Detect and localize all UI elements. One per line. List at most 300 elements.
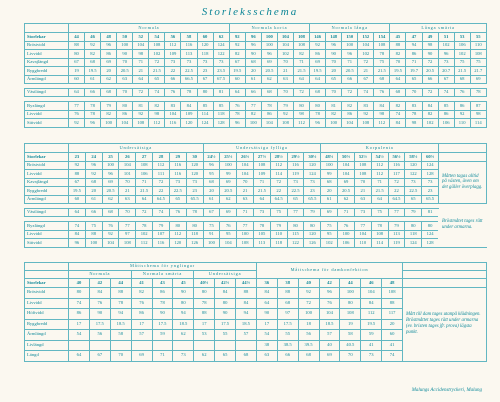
table-cell: 78 [253, 222, 270, 230]
size-cell: 50 [117, 33, 133, 42]
table-cell [110, 340, 131, 351]
table-cell: 86 [261, 110, 277, 118]
table-cell: 20.5 [117, 67, 133, 75]
group-header-youth: Måttschema för ynglingar [69, 263, 257, 271]
size-cell: 44 [69, 33, 85, 42]
table-cell: 73 [165, 58, 181, 66]
table-cell: 65 [406, 75, 422, 83]
size-cell: 44 [110, 279, 131, 288]
table-cell: 92 [133, 110, 149, 118]
table-cell: 64.5 [153, 195, 170, 203]
subgroup-header: Normala smärta [131, 271, 194, 279]
table-cell: 18.5 [319, 319, 340, 330]
table-cell: 120 [169, 239, 186, 247]
table-cell: 68 [310, 88, 326, 96]
table-cell: 22.5 [287, 187, 304, 195]
table-cell: 85 [197, 102, 213, 110]
table-cell: 112 [165, 42, 181, 50]
size-cell: 40 [69, 279, 90, 288]
table-cell: 120 [186, 170, 203, 178]
table-cell: 100 [117, 42, 133, 50]
table-cell: 71 [406, 58, 422, 66]
row-label: Bröstvidd [25, 162, 69, 170]
table-cell: 17.5 [215, 319, 236, 330]
table-cell: 57 [131, 330, 152, 341]
table-cell: 94 [406, 42, 422, 50]
table-cell: 71 [253, 178, 270, 186]
table-cell: 64 [253, 195, 270, 203]
table-cell: 102 [438, 42, 454, 50]
table-cell: 98 [470, 110, 486, 118]
table-cell: 112 [293, 119, 309, 127]
row-label: Ryggbredd [25, 187, 69, 195]
table-cell [236, 340, 257, 351]
group-header: Normala korta [229, 24, 309, 33]
table-cell: 60 [69, 195, 86, 203]
table-cell: 21.5 [136, 187, 153, 195]
table-cell: 80 [287, 222, 304, 230]
table-cell: 100 [261, 42, 277, 50]
table-cell: 72 [153, 178, 170, 186]
table-cell: 107 [153, 230, 170, 238]
table-cell: 108 [374, 42, 390, 50]
table-cell: 72 [133, 88, 149, 96]
table-cell: 62 [101, 75, 117, 83]
table-cell: 21.5 [371, 187, 388, 195]
table-cell: 66 [85, 88, 101, 96]
row-label: Västlängd [25, 208, 69, 216]
table-cell: 77 [287, 208, 304, 216]
table-cell: 117 [388, 170, 405, 178]
table-cell: 70 [119, 178, 136, 186]
table-cell: 86 [152, 288, 173, 299]
table-cell: 18.5 [236, 319, 257, 330]
table-cell: 60 [382, 330, 403, 341]
table-cell: 68 [245, 58, 261, 66]
table-cell: 74 [149, 88, 165, 96]
table-cell: 17 [131, 319, 152, 330]
table-cell: 70 [110, 351, 131, 362]
table-cell: 74 [390, 110, 406, 118]
size-row [25, 279, 487, 288]
table-cell: 112 [270, 162, 287, 170]
table-cell: 98 [133, 50, 149, 58]
table-cell: 84 [256, 288, 277, 299]
table-cell: 90 [215, 309, 236, 320]
table-cell: 80 [310, 102, 326, 110]
table-cell: 98 [406, 119, 422, 127]
row-label: Höftvidd [25, 309, 69, 320]
printer-imprint: Malungs Accidenstryckeri, Malung [411, 388, 482, 393]
table-cell: 87 [470, 102, 486, 110]
table-cell: 38.5 [277, 340, 298, 351]
table-cell: 112 [149, 119, 165, 127]
table-cell: 19.5 [310, 67, 326, 75]
table-row [25, 42, 487, 50]
row-label: Ryggbredd [25, 67, 69, 75]
table-cell: 75 [203, 222, 220, 230]
table-cell: 73 [422, 178, 439, 186]
table-cell: 80 [173, 298, 194, 309]
table-cell: 102 [136, 230, 153, 238]
table-cell: 77 [237, 222, 254, 230]
table-cell: 114 [470, 119, 486, 127]
table-cell: 124 [422, 230, 439, 238]
table-cell: 66 [245, 88, 261, 96]
table-cell: 104 [119, 162, 136, 170]
table-cell: 104 [342, 119, 358, 127]
table-cell: 104 [338, 170, 355, 178]
table-cell: 104 [220, 239, 237, 247]
table-cell: 83 [406, 102, 422, 110]
table-row [25, 102, 487, 110]
table-cell: 53 [194, 330, 215, 341]
table-cell: 69 [470, 75, 486, 83]
size-cell: 48 [382, 279, 403, 288]
table-cell: 60 [69, 75, 85, 83]
row-label: Ryggbredd [25, 319, 69, 330]
table-cell: 71 [136, 178, 153, 186]
table-cell: 78 [470, 88, 486, 96]
table-cell: 96 [310, 119, 326, 127]
table-cell: 90 [256, 309, 277, 320]
subgroup-header-row [25, 271, 487, 279]
group-header: Korpulenta [321, 144, 439, 153]
table-cell: 86 [117, 110, 133, 118]
table-cell: 108 [293, 42, 309, 50]
row-label: Sittvidd [25, 119, 69, 127]
note-header-blank [403, 271, 487, 279]
size-cell: 44 [340, 279, 361, 288]
table-cell: 64 [69, 351, 90, 362]
table-cell: 65 [287, 195, 304, 203]
table-cell: 90 [152, 309, 173, 320]
table-cell: 82 [245, 110, 261, 118]
table-cell: 64.5 [270, 195, 287, 203]
table-cell: 17.5 [277, 319, 298, 330]
size-cell: 30½ [304, 153, 321, 162]
table-cell: 110 [354, 239, 371, 247]
group-header: Långa smärta [390, 24, 486, 33]
table-cell: 70 [390, 58, 406, 66]
table-cell: 23 [304, 187, 321, 195]
table-cell: 108 [371, 230, 388, 238]
table-cell: 108 [119, 239, 136, 247]
table-cell: 112 [371, 170, 388, 178]
table-cell: 69 [261, 58, 277, 66]
table-cell: 19.5 [85, 67, 101, 75]
table-cell: 122 [405, 170, 422, 178]
size-cell: 30 [186, 153, 203, 162]
table-cell: 74 [358, 88, 374, 96]
table-cell: 84 [422, 102, 438, 110]
table-cell: 82 [149, 102, 165, 110]
table-cell: 100 [220, 162, 237, 170]
table-row [25, 67, 487, 75]
table-cell: 63 [117, 75, 133, 83]
table-cell: 76 [165, 88, 181, 96]
table-cell: 68 [203, 178, 220, 186]
table-cell: 68 [101, 88, 117, 96]
table-cell: 96 [342, 50, 358, 58]
table-cell: 22 [270, 187, 287, 195]
size-cell: 46 [361, 279, 382, 288]
table-cell: 70 [340, 351, 361, 362]
table-cell: 109 [253, 170, 270, 178]
table-cell: 94 [236, 309, 257, 320]
table-cell: 68 [374, 75, 390, 83]
table-cell: 82 [326, 110, 342, 118]
table-cell: 64 [371, 195, 388, 203]
table-cell: 69 [131, 351, 152, 362]
group-header: Normala långa [310, 24, 390, 33]
table-cell: 94 [173, 309, 194, 320]
table-cell: 80 [69, 288, 90, 299]
table-cell: 76 [229, 102, 245, 110]
table-cell: 104 [277, 42, 293, 50]
table-cell: 71 [152, 351, 173, 362]
table-cell: 92 [229, 42, 245, 50]
table-cell: 76 [374, 88, 390, 96]
table-cell: 64 [229, 88, 245, 96]
table-cell: 120 [197, 42, 213, 50]
table-cell: 65 [169, 195, 186, 203]
size-cell: 52 [133, 33, 149, 42]
table-cell: 79 [405, 208, 422, 216]
size-cell: 56½ [388, 153, 405, 162]
table-cell: 116 [181, 42, 197, 50]
table-row [25, 178, 487, 186]
subgroup-blank [25, 271, 69, 279]
table-cell: 90 [245, 50, 261, 58]
table-cell: 19.5 [361, 319, 382, 330]
table-cell: 97 [119, 230, 136, 238]
table-cell: 75 [270, 208, 287, 216]
table-cell: 21.5 [454, 67, 470, 75]
table-cell: 71 [342, 58, 358, 66]
size-cell: 28½ [270, 153, 287, 162]
table-cell: 69 [338, 178, 355, 186]
table-cell: 77 [245, 102, 261, 110]
table-cell: 61 [85, 75, 101, 83]
table-cell: 80 [169, 222, 186, 230]
row-label: Livvidd [25, 230, 69, 238]
table-cell: 70 [237, 178, 254, 186]
table-cell: 118 [213, 110, 229, 118]
table-cell: 82 [101, 110, 117, 118]
table-cell: 112 [136, 239, 153, 247]
table-cell: 90 [173, 288, 194, 299]
group-header-blank [25, 263, 69, 271]
note-blank [439, 153, 487, 162]
table-row [25, 288, 487, 299]
table-cell: 61 [203, 195, 220, 203]
table-cell: 106 [454, 42, 470, 50]
table-cell: 19 [340, 319, 361, 330]
table-cell: 71 [237, 208, 254, 216]
size-cell: 26½ [237, 153, 254, 162]
table-cell: 110 [270, 230, 287, 238]
table-cell: 104 [354, 230, 371, 238]
table-cell: 96 [261, 50, 277, 58]
table-cell: 22.5 [169, 187, 186, 195]
table-cell: 65.5 [422, 195, 439, 203]
row-label: Ärmlängd [25, 195, 69, 203]
table-cell: 84 [390, 119, 406, 127]
table-cell: 70 [119, 208, 136, 216]
table-cell: 84 [89, 288, 110, 299]
row-label: Byxlängd [25, 222, 69, 230]
table-cell: 96 [326, 42, 342, 50]
table-cell: 84 [215, 288, 236, 299]
row-label: Ärmlängd [25, 330, 69, 341]
table-cell: 113 [253, 239, 270, 247]
table-cell: 72 [422, 58, 438, 66]
table-cell: 20.5 [338, 187, 355, 195]
table-cell: 78 [374, 50, 390, 58]
table-cell: 73 [361, 351, 382, 362]
table-cell: 88 [236, 288, 257, 299]
table-cell: 120 [304, 230, 321, 238]
table-cell: 102 [454, 50, 470, 58]
table-cell: 21 [277, 67, 293, 75]
table-cell: 18.5 [173, 319, 194, 330]
table-cell: 104 [165, 110, 181, 118]
table-cell: 108 [133, 119, 149, 127]
table-cell: 99 [321, 170, 338, 178]
table-cell: 22 [165, 67, 181, 75]
table-cell: 128 [422, 239, 439, 247]
table-cell: 20.5 [261, 67, 277, 75]
table-cell: 77 [119, 222, 136, 230]
table-cell: 92 [277, 110, 293, 118]
table-cell: 118 [270, 239, 287, 247]
size-cell: 36 [256, 279, 277, 288]
table-cell: 67 [229, 58, 245, 66]
table-cell: 108 [237, 239, 254, 247]
table-cell: 100 [245, 119, 261, 127]
table-cell: 38 [256, 340, 277, 351]
size-cell: 48 [101, 33, 117, 42]
table-cell: 62 [338, 195, 355, 203]
table-cell: 72 [298, 298, 319, 309]
table-cell: 64 [293, 75, 309, 83]
table-cell: 90 [422, 50, 438, 58]
table-cell: 54 [256, 330, 277, 341]
table-cell: 116 [165, 119, 181, 127]
table-cell: 116 [388, 162, 405, 170]
table-cell: 64 [133, 75, 149, 83]
table-cell: 65 [215, 351, 236, 362]
table-row [25, 162, 487, 170]
size-table-undersized [24, 143, 487, 248]
table-cell: 80 [304, 222, 321, 230]
table-cell: 68 [277, 298, 298, 309]
table-cell: 114 [270, 170, 287, 178]
table-cell: 100 [101, 119, 117, 127]
table-row [25, 75, 487, 83]
table-row [25, 170, 487, 178]
size-cell: 24 [85, 153, 102, 162]
table-cell: 78 [371, 222, 388, 230]
table-cell: 73 [169, 178, 186, 186]
row-label: Livvidd [25, 170, 69, 178]
table-cell: 58 [340, 330, 361, 341]
table-cell: 95 [203, 170, 220, 178]
table-cell: 76 [169, 208, 186, 216]
table-cell: 76 [131, 298, 152, 309]
table-cell: 18 [298, 319, 319, 330]
table-cell: 98 [422, 42, 438, 50]
table-cell: 86 [342, 110, 358, 118]
table-cell: 64.5 [388, 195, 405, 203]
table-cell: 104 [319, 309, 340, 320]
table-cell: 17 [69, 319, 90, 330]
table-row [25, 222, 487, 230]
table-cell: 65.5 [304, 195, 321, 203]
note-header-blank [439, 144, 487, 153]
table-cell [194, 340, 215, 351]
table-cell: 80 [293, 102, 309, 110]
table-cell: 74 [69, 298, 90, 309]
table-cell: 22 [388, 187, 405, 195]
table-cell: 86 [454, 102, 470, 110]
table-cell: 69 [101, 58, 117, 66]
table-cell: 69 [310, 58, 326, 66]
table-cell: 22.5 [405, 187, 422, 195]
table-cell: 78 [181, 88, 197, 96]
table-cell: 62 [102, 195, 119, 203]
table-cell: 23 [186, 187, 203, 195]
table-cell: 122 [213, 50, 229, 58]
size-cell: 104 [277, 33, 293, 42]
table-cell: 114 [371, 239, 388, 247]
table-cell: 17.5 [152, 319, 173, 330]
row-label: Bröstvidd [25, 288, 69, 299]
table-cell: 84 [69, 230, 86, 238]
table-cell: 62 [194, 351, 215, 362]
table-cell: 73 [304, 178, 321, 186]
table-cell: 122 [287, 239, 304, 247]
table-cell: 78 [229, 110, 245, 118]
table-cell: 73 [173, 351, 194, 362]
row-label: Livlängd [25, 340, 69, 351]
table-cell: 118 [186, 230, 203, 238]
table-cell: 67 [203, 208, 220, 216]
table-cell: 75 [85, 222, 102, 230]
table-cell: 108 [382, 288, 403, 299]
row-label: Livvidd [25, 298, 69, 309]
table-cell: 74 [69, 222, 86, 230]
table-cell: 72 [149, 58, 165, 66]
table-cell: 104 [237, 170, 254, 178]
table-cell: 108 [354, 170, 371, 178]
size-cell: 28 [153, 153, 170, 162]
table-cell: 86 [69, 309, 90, 320]
row-label: Längd [25, 351, 69, 362]
note-header-blank [403, 263, 487, 271]
size-cell: 44½ [236, 279, 257, 288]
table-cell: 40.5 [340, 340, 361, 351]
table-cell: 64 [390, 75, 406, 83]
table-cell [173, 340, 194, 351]
table-cell: 19.5 [229, 67, 245, 75]
table-cell: 73 [287, 178, 304, 186]
table-cell: 82 [293, 50, 309, 58]
table-cell: 59 [152, 330, 173, 341]
size-cell: 48½ [321, 153, 338, 162]
table-cell: 78 [110, 298, 131, 309]
